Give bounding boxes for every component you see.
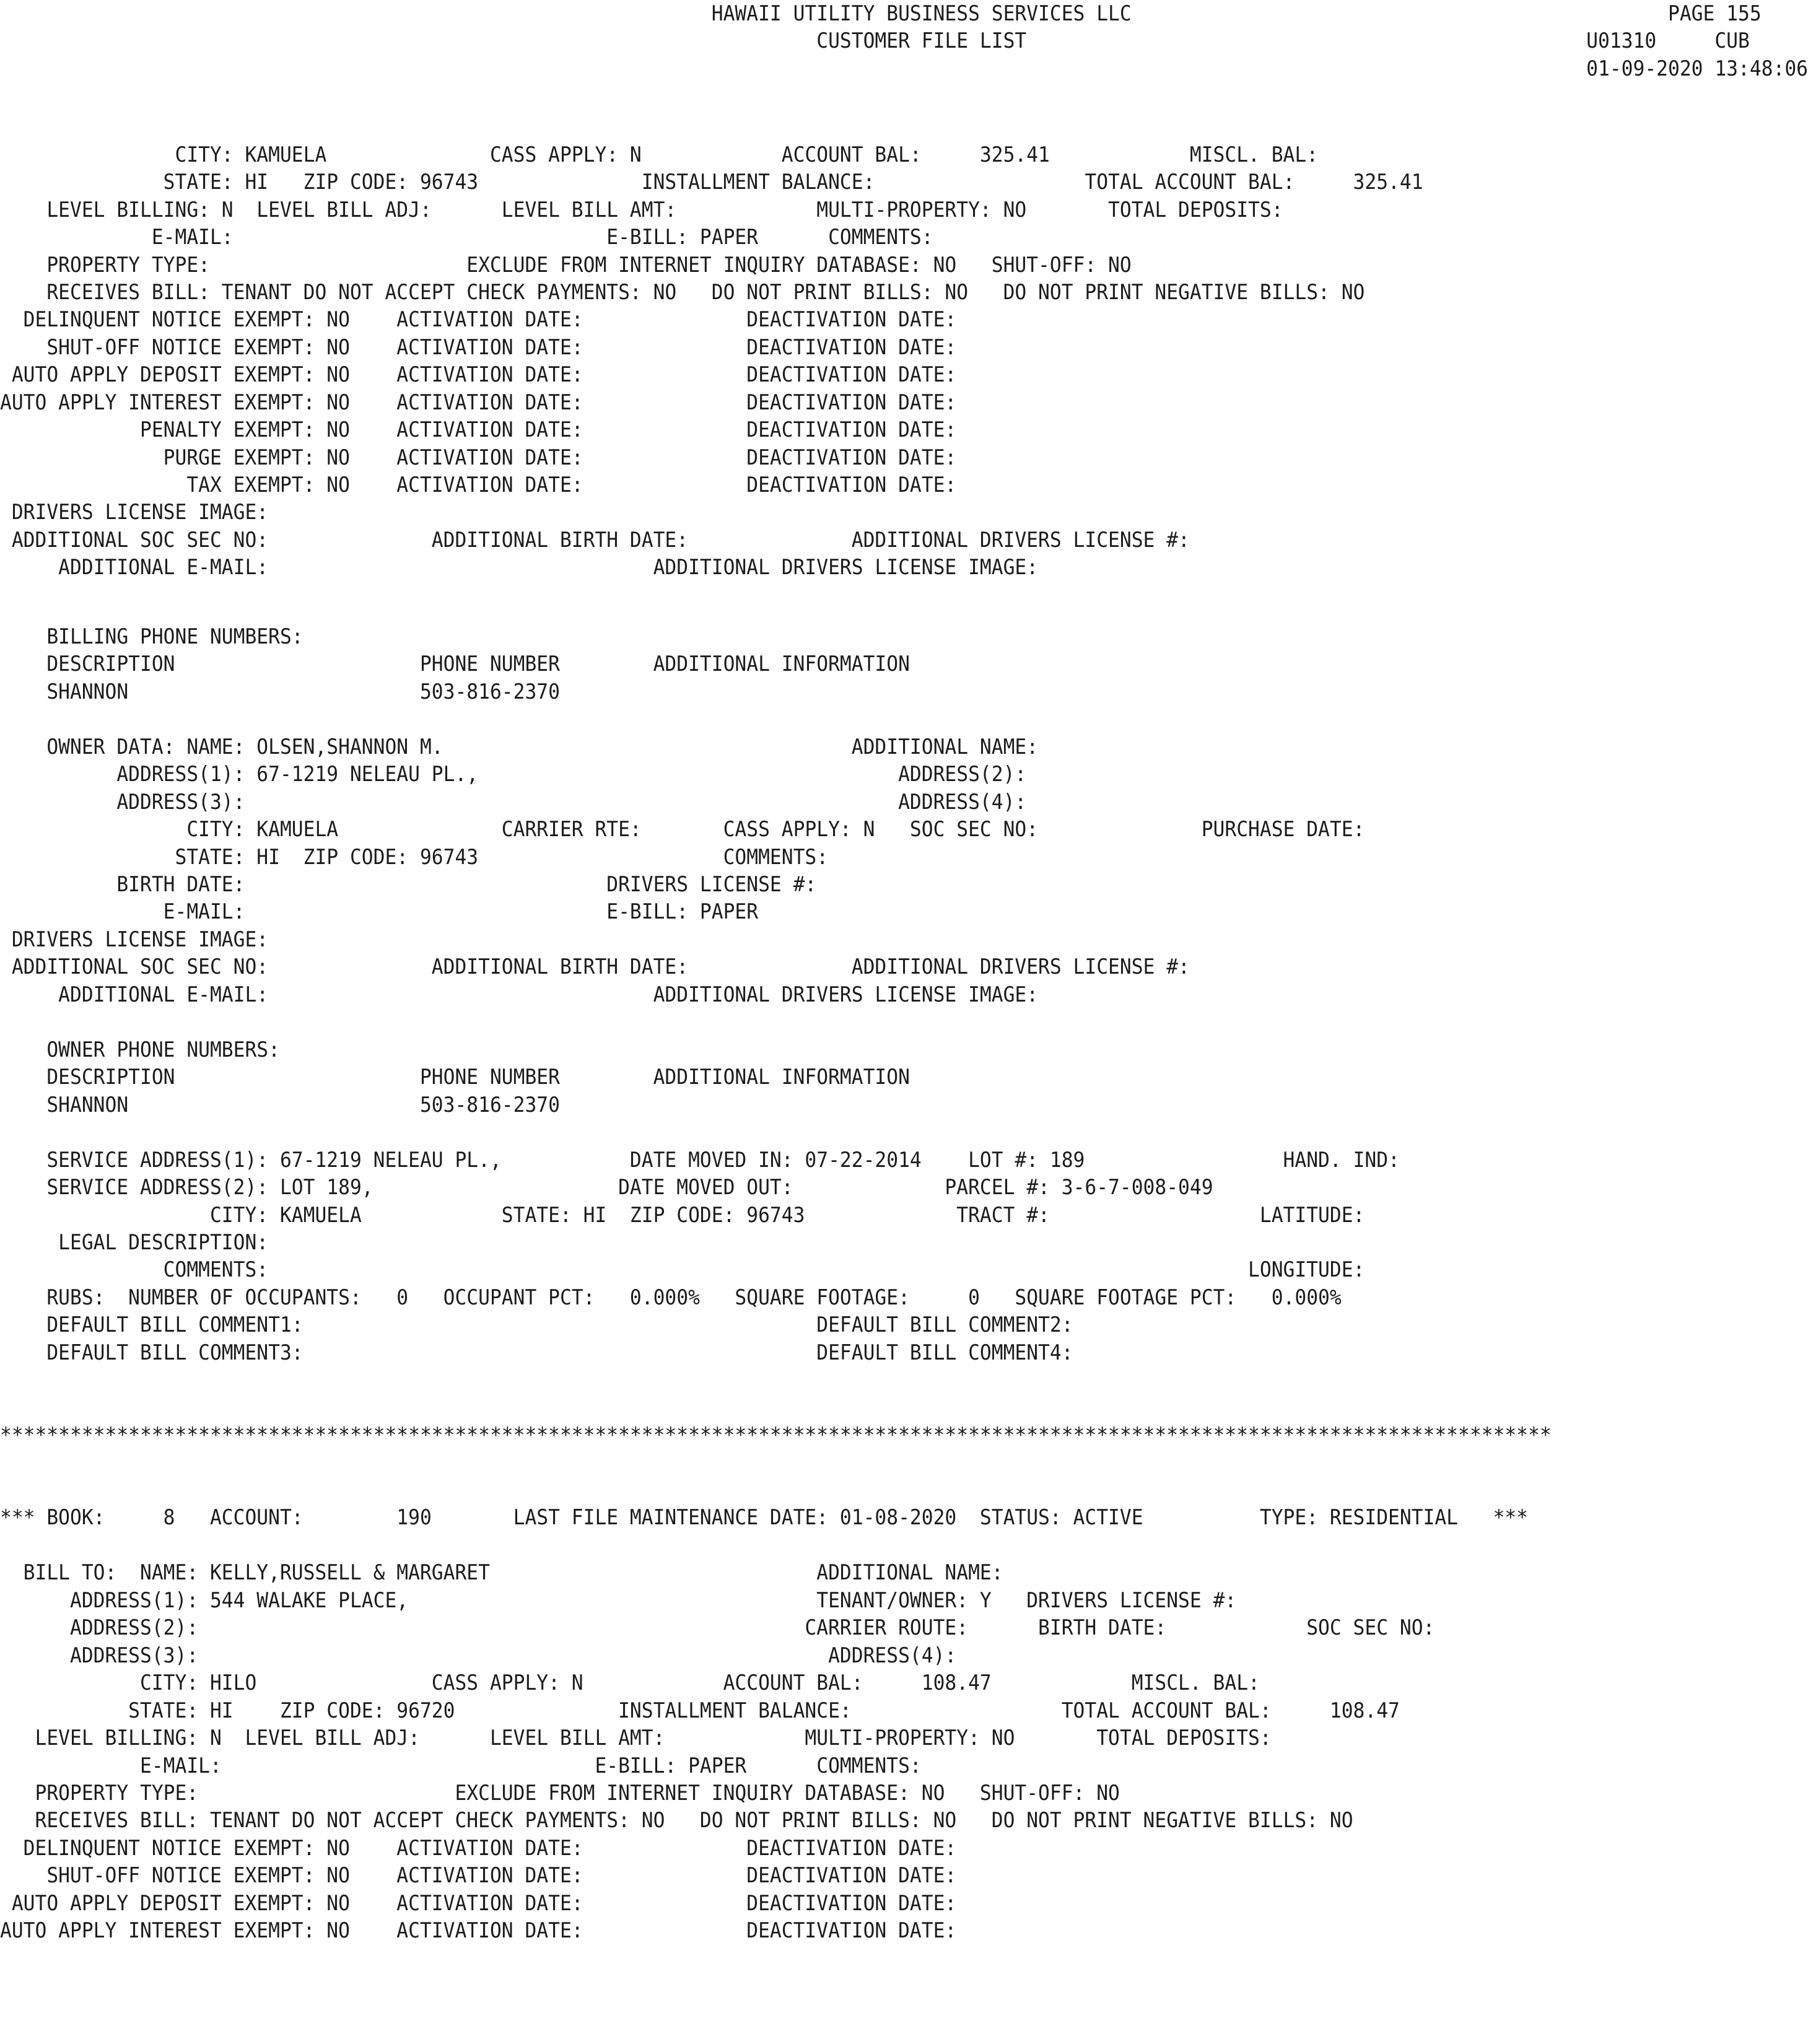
report-line: HAWAII UTILITY BUSINESS SERVICES LLC PAGE 155: [0, 1, 1762, 26]
report-line: AUTO APPLY INTEREST EXEMPT: NO ACTIVATION DATE: DEACTIVATION DATE:: [0, 390, 957, 415]
report-line: SERVICE ADDRESS(2): LOT 189, DATE MOVED OUT: PARCEL #: 3-6-7-008-049: [0, 1175, 1213, 1200]
report-line: ADDRESS(3): ADDRESS(4):: [0, 1643, 957, 1668]
report-line: DEFAULT BILL COMMENT3: DEFAULT BILL COMMENT4:: [0, 1340, 1073, 1365]
report-line: ADDITIONAL E-MAIL: ADDITIONAL DRIVERS LICENSE IMAGE:: [0, 555, 1039, 580]
report-line: DRIVERS LICENSE IMAGE:: [0, 927, 269, 952]
report-line: SHUT-OFF NOTICE EXEMPT: NO ACTIVATION DATE: DEACTIVATION DATE:: [0, 335, 957, 360]
report-line: ADDRESS(2): CARRIER ROUTE: BIRTH DATE: SOC SEC NO:: [0, 1615, 1435, 1640]
report-line: OWNER PHONE NUMBERS:: [0, 1037, 280, 1062]
report-line: RECEIVES BILL: TENANT DO NOT ACCEPT CHECK PAYMENTS: NO DO NOT PRINT BILLS: NO DO NOT PRINT NEGATIVE BILLS: NO: [0, 280, 1365, 305]
report-line: ADDRESS(1): 67-1219 NELEAU PL., ADDRESS(2):: [0, 762, 1027, 787]
report-line: STATE: HI ZIP CODE: 96720 INSTALLMENT BALANCE: TOTAL ACCOUNT BAL: 108.47: [0, 1698, 1400, 1723]
report-line: SHANNON 503-816-2370: [0, 679, 560, 704]
report-line: CUSTOMER FILE LIST U01310 CUB: [0, 28, 1750, 53]
report-line: SHANNON 503-816-2370: [0, 1093, 560, 1117]
report-line: ADDITIONAL SOC SEC NO: ADDITIONAL BIRTH DATE: ADDITIONAL DRIVERS LICENSE #:: [0, 954, 1190, 979]
report-line: PROPERTY TYPE: EXCLUDE FROM INTERNET INQUIRY DATABASE: NO SHUT-OFF: NO: [0, 1781, 1120, 1806]
report-line: OWNER DATA: NAME: OLSEN,SHANNON M. ADDITIONAL NAME:: [0, 735, 1039, 759]
report-line: AUTO APPLY INTEREST EXEMPT: NO ACTIVATION DATE: DEACTIVATION DATE:: [0, 1918, 957, 1943]
report-line: ADDITIONAL E-MAIL: ADDITIONAL DRIVERS LICENSE IMAGE:: [0, 982, 1039, 1007]
report-line: DELINQUENT NOTICE EXEMPT: NO ACTIVATION DATE: DEACTIVATION DATE:: [0, 1836, 957, 1861]
report-line: ADDITIONAL SOC SEC NO: ADDITIONAL BIRTH DATE: ADDITIONAL DRIVERS LICENSE #:: [0, 528, 1190, 552]
report-line: RECEIVES BILL: TENANT DO NOT ACCEPT CHECK PAYMENTS: NO DO NOT PRINT BILLS: NO DO NOT PRINT NEGATIVE BILLS: NO: [0, 1808, 1353, 1833]
report-line: CITY: KAMUELA STATE: HI ZIP CODE: 96743 TRACT #: LATITUDE:: [0, 1203, 1365, 1228]
report-line: CITY: HILO CASS APPLY: N ACCOUNT BAL: 108.47 MISCL. BAL:: [0, 1671, 1260, 1695]
report-line: BILLING PHONE NUMBERS:: [0, 624, 304, 649]
report-line: SHUT-OFF NOTICE EXEMPT: NO ACTIVATION DATE: DEACTIVATION DATE:: [0, 1863, 957, 1888]
report-line: 01-09-2020 13:48:06: [0, 56, 1808, 81]
report-line: STATE: HI ZIP CODE: 96743 COMMENTS:: [0, 845, 829, 870]
report-line: PURGE EXEMPT: NO ACTIVATION DATE: DEACTIVATION DATE:: [0, 445, 957, 470]
report-line: TAX EXEMPT: NO ACTIVATION DATE: DEACTIVATION DATE:: [0, 473, 957, 497]
report-line: LEVEL BILLING: N LEVEL BILL ADJ: LEVEL BILL AMT: MULTI-PROPERTY: NO TOTAL DEPOSITS:: [0, 1726, 1272, 1750]
report-line: SERVICE ADDRESS(1): 67-1219 NELEAU PL., DATE MOVED IN: 07-22-2014 LOT #: 189 HAND. IND:: [0, 1148, 1400, 1173]
report-line: AUTO APPLY DEPOSIT EXEMPT: NO ACTIVATION DATE: DEACTIVATION DATE:: [0, 362, 957, 387]
report-line: E-MAIL: E-BILL: PAPER COMMENTS:: [0, 1754, 922, 1778]
report-line: ADDRESS(1): 544 WALAKE PLACE, TENANT/OWNER: Y DRIVERS LICENSE #:: [0, 1588, 1237, 1613]
report-line: LEVEL BILLING: N LEVEL BILL ADJ: LEVEL BILL AMT: MULTI-PROPERTY: NO TOTAL DEPOSITS:: [0, 198, 1283, 222]
report-line: BIRTH DATE: DRIVERS LICENSE #:: [0, 872, 817, 897]
report-line: PENALTY EXEMPT: NO ACTIVATION DATE: DEACTIVATION DATE:: [0, 417, 957, 442]
report-line: DELINQUENT NOTICE EXEMPT: NO ACTIVATION DATE: DEACTIVATION DATE:: [0, 307, 957, 332]
report-line: DEFAULT BILL COMMENT1: DEFAULT BILL COMMENT2:: [0, 1312, 1073, 1337]
report-line: STATE: HI ZIP CODE: 96743 INSTALLMENT BALANCE: TOTAL ACCOUNT BAL: 325.41: [0, 170, 1423, 194]
report-line: E-MAIL: E-BILL: PAPER: [0, 899, 759, 924]
report-line: CITY: KAMUELA CARRIER RTE: CASS APPLY: N SOC SEC NO: PURCHASE DATE:: [0, 817, 1365, 842]
report-line: *************************************************************************************************************************************: [0, 1423, 1552, 1448]
report-line: DESCRIPTION PHONE NUMBER ADDITIONAL INFORMATION: [0, 652, 910, 676]
report-line: AUTO APPLY DEPOSIT EXEMPT: NO ACTIVATION DATE: DEACTIVATION DATE:: [0, 1891, 957, 1916]
report-line: ADDRESS(3): ADDRESS(4):: [0, 790, 1027, 815]
report-line: DESCRIPTION PHONE NUMBER ADDITIONAL INFORMATION: [0, 1065, 910, 1090]
report-line: LEGAL DESCRIPTION:: [0, 1230, 269, 1255]
report-line: CITY: KAMUELA CASS APPLY: N ACCOUNT BAL: 325.41 MISCL. BAL:: [0, 142, 1319, 167]
report-line: RUBS: NUMBER OF OCCUPANTS: 0 OCCUPANT PCT: 0.000% SQUARE FOOTAGE: 0 SQUARE FOOTAGE PCT: 0.000%: [0, 1285, 1342, 1310]
report-line: *** BOOK: 8 ACCOUNT: 190 LAST FILE MAINTENANCE DATE: 01-08-2020 STATUS: ACTIVE TYPE: RESIDENTIAL ***: [0, 1505, 1529, 1530]
report-line: COMMENTS: LONGITUDE:: [0, 1257, 1365, 1282]
report-line: DRIVERS LICENSE IMAGE:: [0, 500, 269, 525]
report-line: PROPERTY TYPE: EXCLUDE FROM INTERNET INQUIRY DATABASE: NO SHUT-OFF: NO: [0, 253, 1132, 277]
report-line: BILL TO: NAME: KELLY,RUSSELL & MARGARET ADDITIONAL NAME:: [0, 1560, 1003, 1585]
report-line: E-MAIL: E-BILL: PAPER COMMENTS:: [0, 225, 933, 250]
